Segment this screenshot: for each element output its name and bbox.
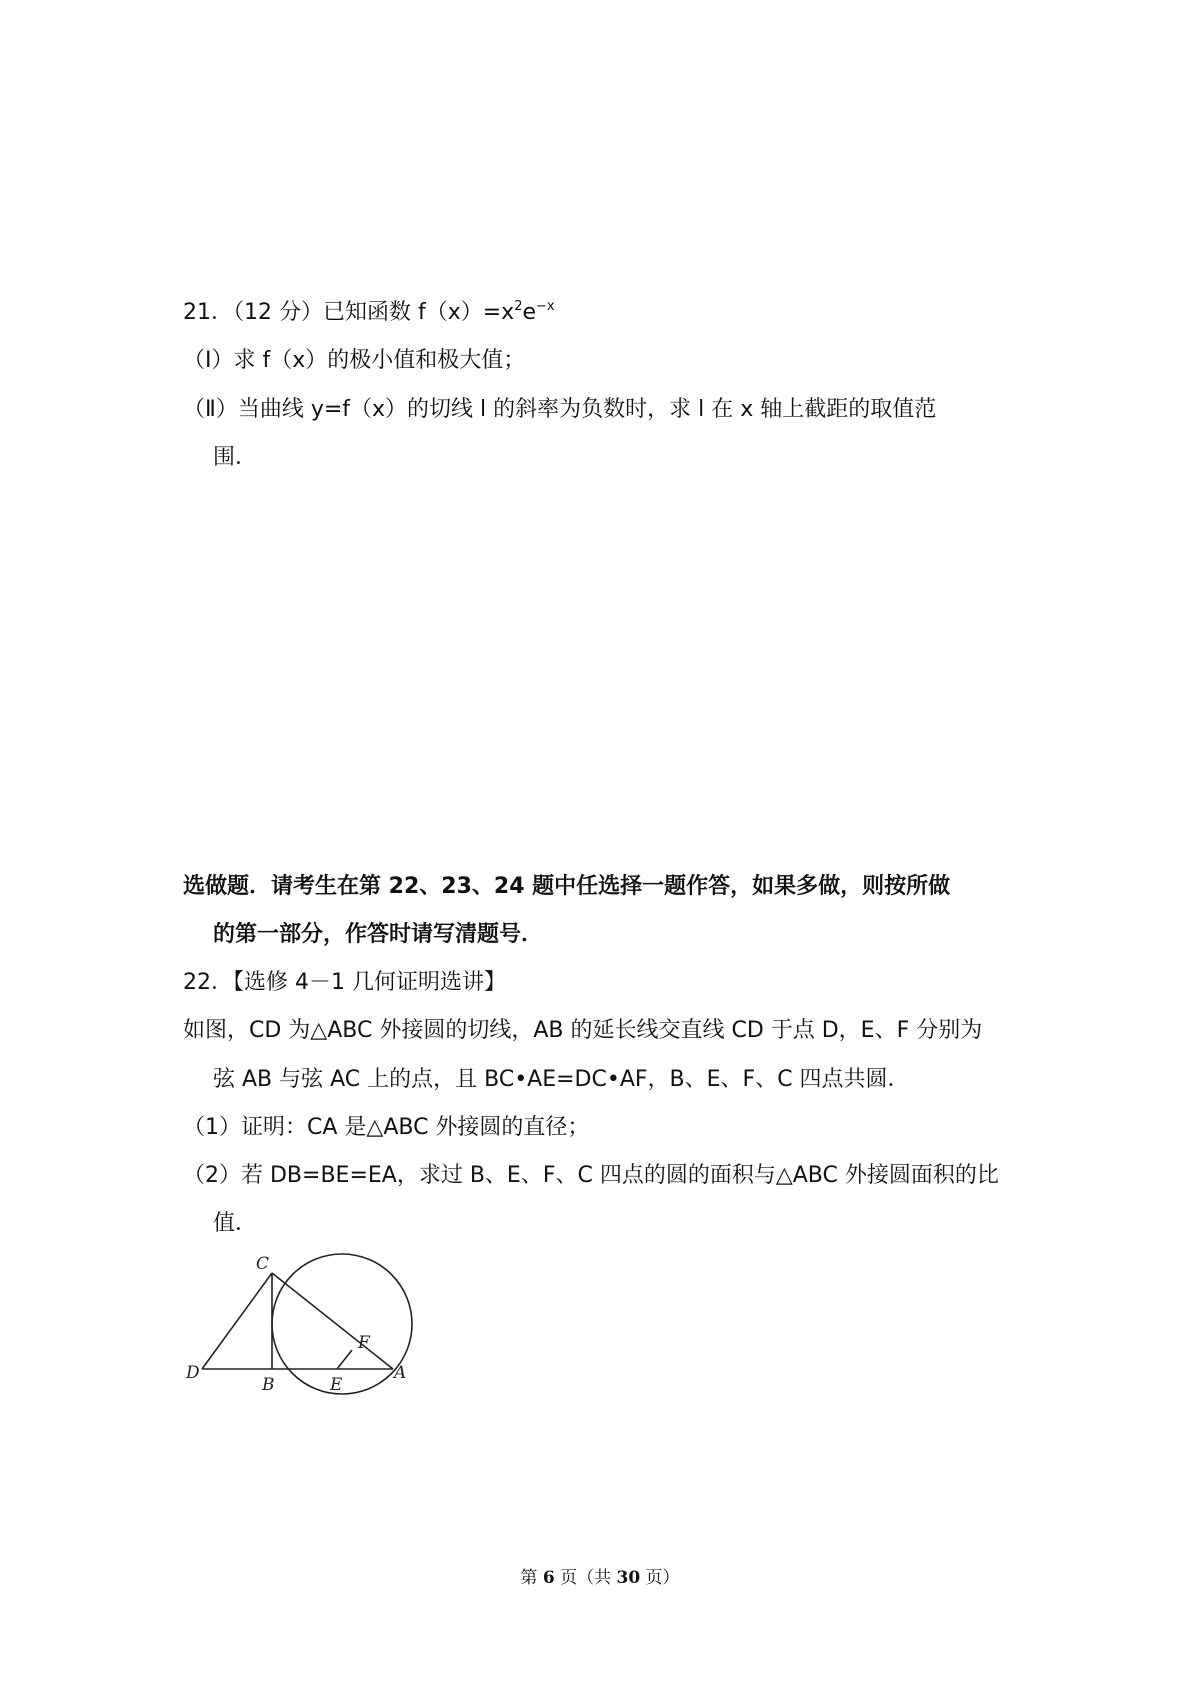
q21-header: 21．（12 分）已知函数 $f(x)=x^2e^{-x}$: [183, 299, 555, 325]
q22-stem-line2: 弦 AB 与弦 AC 上的点，且 BC•AE=DC•AF，B、E、F、C 四点共圆．: [213, 1067, 910, 1092]
elective-notice-line2: 的第一部分，作答时请写清题号．: [213, 922, 544, 947]
circumcircle: [272, 1254, 412, 1394]
label-A: A: [394, 1363, 407, 1383]
q22-header: 22．【选修 4－1 几何证明选讲】: [183, 970, 506, 995]
label-B: B: [262, 1375, 275, 1395]
geometry-figure: [182, 1238, 422, 1413]
page-number: 6: [542, 1568, 555, 1588]
q22-part2-line2: 值．: [213, 1211, 258, 1236]
segment-EF: [337, 1350, 352, 1369]
q21-part2-line2: 围．: [213, 445, 258, 470]
q21-part2-line1: （Ⅱ）当曲线 y=f（x）的切线 l 的斜率为负数时，求 l 在 x 轴上截距的取值范: [183, 397, 937, 422]
q21-part1: （Ⅰ）求 f（x）的极小值和极大值；: [183, 348, 526, 373]
page-total: 30: [616, 1568, 641, 1588]
q22-part1: （1）证明：CA 是△ABC 外接圆的直径；: [183, 1115, 590, 1140]
segment-CA: [272, 1273, 393, 1369]
segment-DC: [202, 1273, 272, 1369]
label-D: D: [186, 1363, 200, 1383]
elective-notice-line1: 选做题．请考生在第 22、23、24 题中任选择一题作答，如果多做，则按所做: [183, 874, 951, 899]
q22-part2-line1: （2）若 DB=BE=EA，求过 B、E、F、C 四点的圆的面积与△ABC 外接圆面积的比: [183, 1163, 999, 1188]
page-footer: 第 6 页（共 30 页）: [520, 1568, 680, 1588]
label-C: C: [256, 1254, 270, 1274]
label-E: E: [330, 1375, 343, 1395]
label-F: F: [358, 1333, 370, 1353]
q22-stem-line1: 如图，CD 为△ABC 外接圆的切线，AB 的延长线交直线 CD 于点 D，E、F 分别为: [183, 1018, 983, 1043]
